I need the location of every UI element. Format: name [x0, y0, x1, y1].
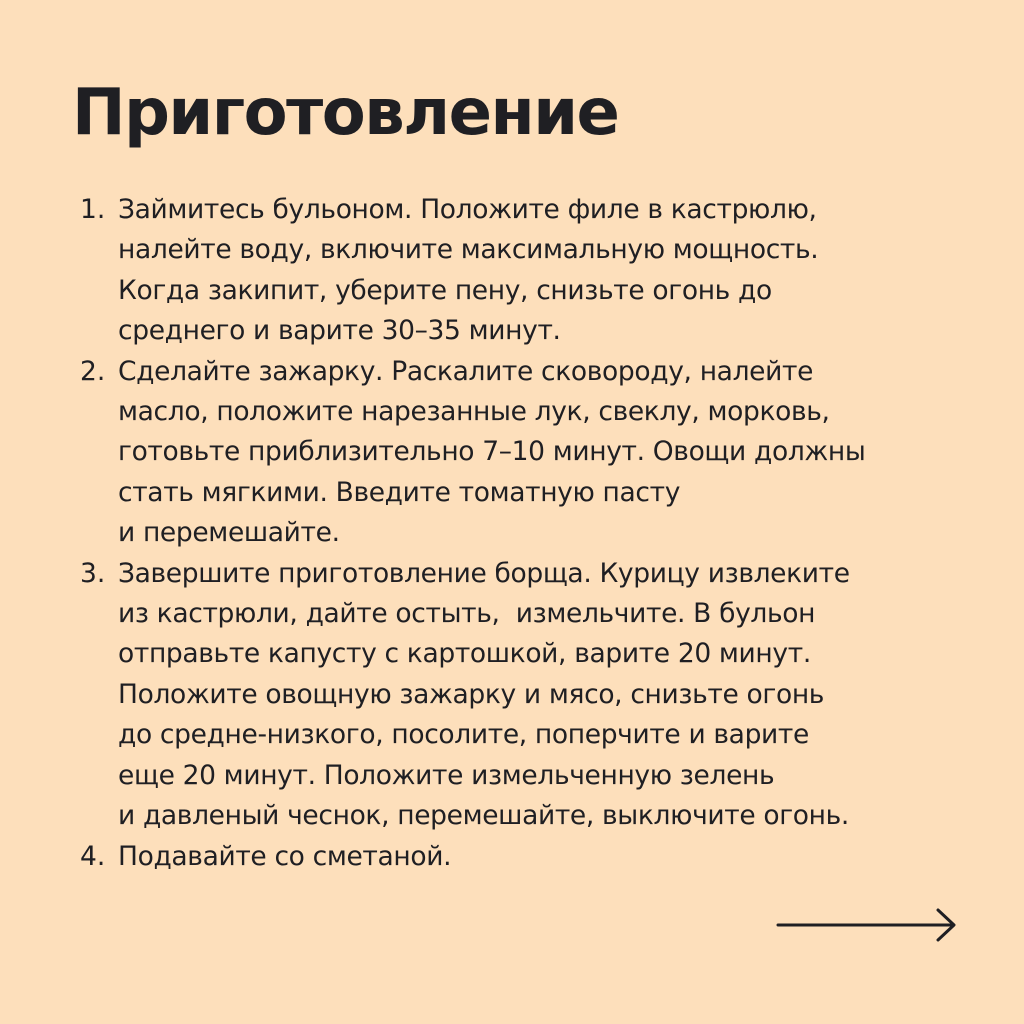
step-line: Займитесь бульоном. Положите филе в кастрюлю,	[118, 194, 817, 225]
step-line: и давленый чеснок, перемешайте, выключите огонь.	[118, 800, 849, 832]
step-number: 3.	[80, 557, 106, 589]
step-item-1	[80, 190, 1000, 352]
step-text	[118, 352, 1000, 554]
step-line: Завершите приготовление борща. Курицу извлеките	[118, 557, 850, 589]
preparation-steps	[80, 190, 1000, 877]
step-line: Подавайте со сметаной.	[118, 840, 452, 872]
page-title: Приготовление	[72, 76, 619, 150]
step-number: 4.	[80, 840, 106, 872]
step-item-4	[80, 837, 1000, 877]
step-line: из кастрюли, дайте остыть, измельчите. В бульон	[118, 598, 816, 630]
step-text	[118, 554, 1000, 837]
step-line: готовьте приблизительно 7–10 минут. Овощи должны	[118, 436, 866, 468]
step-line: и перемешайте.	[118, 517, 340, 549]
step-line: отправьте капусту с картошкой, варите 20 минут.	[118, 638, 811, 670]
step-item-2	[80, 352, 1000, 554]
step-line: Сделайте зажарку. Раскалите сковороду, налейте	[118, 355, 814, 387]
step-line: до средне-низкого, посолите, поперчите и варите	[118, 719, 809, 751]
step-line: Когда закипит, уберите пену, снизьте огонь до	[118, 274, 772, 306]
step-line: налейте воду, включите максимальную мощность.	[118, 234, 819, 266]
arrow-right-icon[interactable]	[776, 904, 960, 946]
step-item-3	[80, 554, 1000, 837]
step-number: 2.	[80, 355, 106, 387]
step-number: 1.	[80, 194, 106, 225]
step-text	[118, 190, 1000, 352]
step-text	[118, 837, 1000, 877]
step-line: масло, положите нарезанные лук, свеклу, морковь,	[118, 396, 830, 428]
step-line: еще 20 минут. Положите измельченную зелень	[118, 759, 775, 791]
step-line: Положите овощную зажарку и мясо, снизьте огонь	[118, 678, 825, 710]
step-line: стать мягкими. Введите томатную пасту	[118, 476, 681, 508]
step-line: среднего и варите 30–35 минут.	[118, 315, 561, 347]
